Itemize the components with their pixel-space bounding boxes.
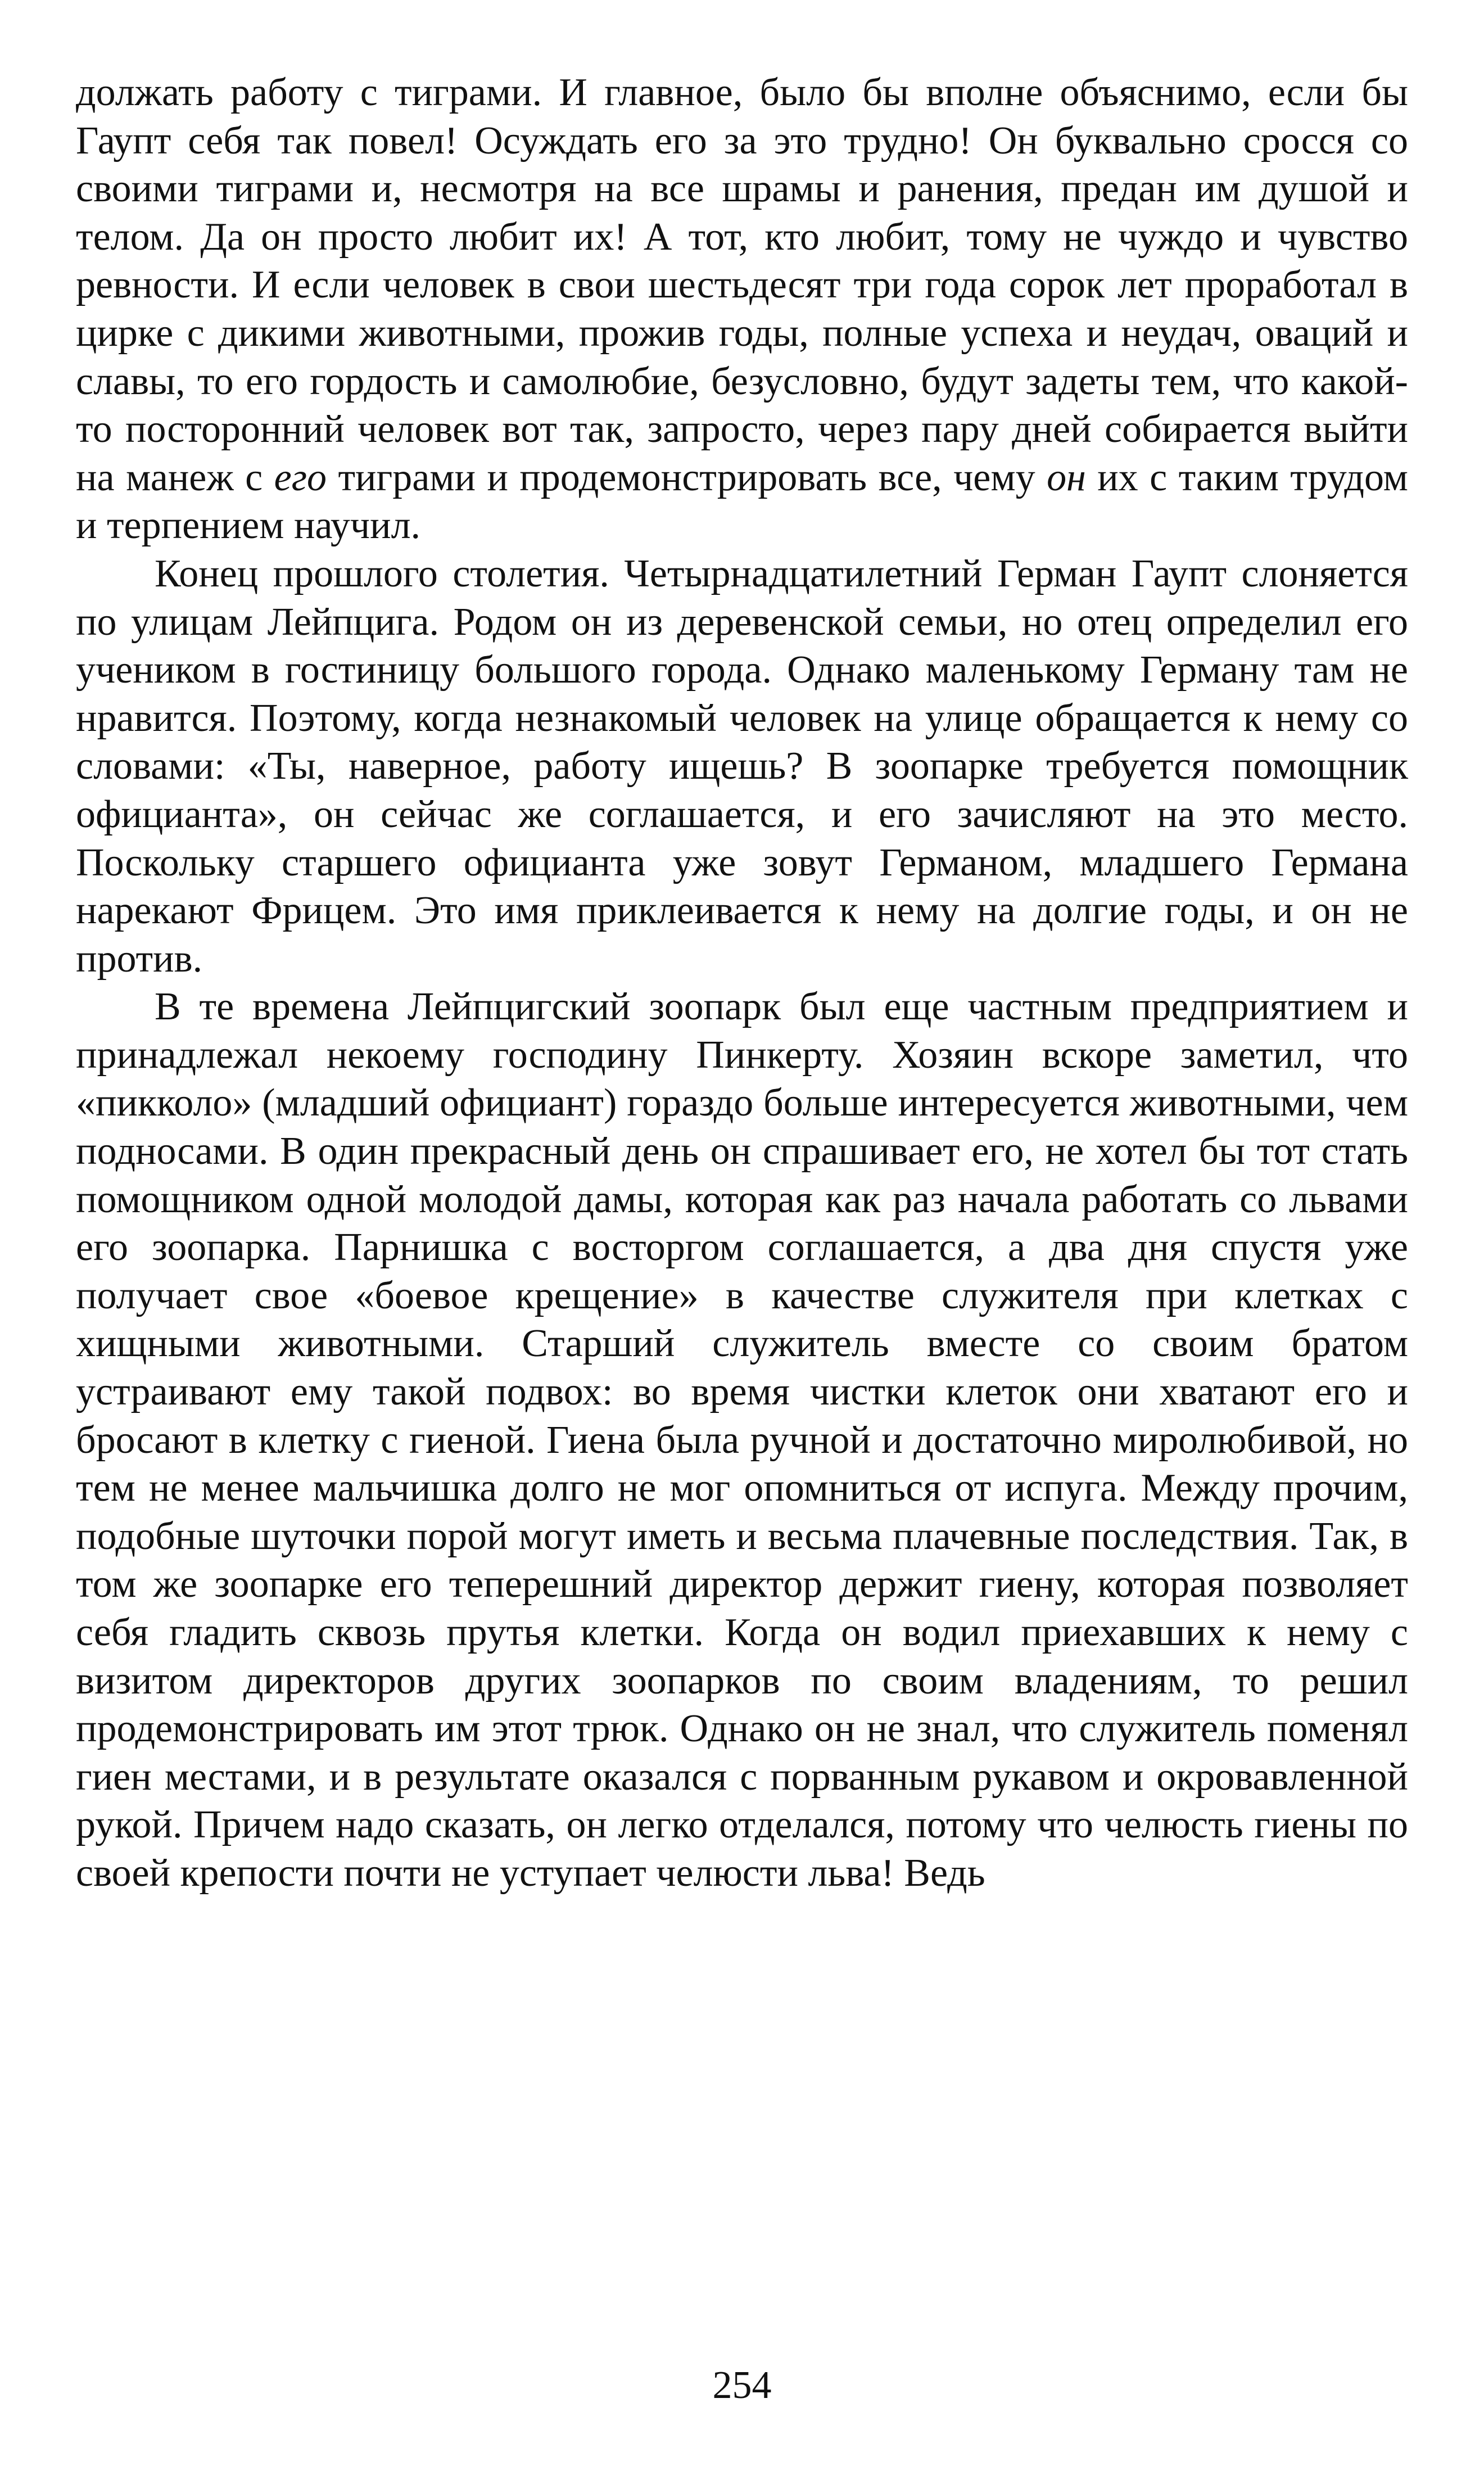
- paragraph-1: [76, 69, 1408, 550]
- paragraph-1-text-2: тиграми и продемонстрировать все, чему: [327, 455, 1047, 499]
- page-number: 254: [712, 2364, 772, 2407]
- paragraph-3: [76, 983, 1408, 1897]
- paragraph-2: [76, 550, 1408, 983]
- paragraph-1-emphasis-on: он: [1047, 455, 1086, 499]
- page-body: [76, 69, 1408, 1898]
- paragraph-3-text: В те времена Лейпцигский зоопарк был еще частным предприятием и принадлежал некоему господину Пинкерту. Хозяин вскоре заметил, что «пикколо» (младший официант) гораздо больше интересуется животными, чем подносами. В один прекрасный день он спрашивает его, не хотел бы тот стать помощником одной молодой дамы, которая как раз начала работать со львами его зоопарка. Парнишка с восторгом соглашается, а два дня спустя уже получает свое «боевое крещение» в качестве служителя при клетках с хищными животными. Старший служитель вместе со своим братом устраивают ему такой подвох: во время чистки клеток они хватают его и бросают в клетку с гиеной. Гиена была ручной и достаточно миролюбивой, но тем не менее мальчишка долго не мог опомниться от испуга. Между прочим, подобные шуточки порой могут иметь и весьма плачевные последствия. Так, в том же зоопарке его теперешний директор держит гиену, которая позволяет себя гладить сквозь прутья клетки. Когда он водил приехавших к нему с визитом директоров других зоопарков по своим владениям, то решил продемонстрировать им этот трюк. Однако он не знал, что служитель поменял гиен местами, и в результате оказался с порванным рукавом и окровавленной рукой. Причем надо сказать, он легко отделался, потому что челюсть гиены по своей крепости почти не уступает челюсти льва! Ведь: [76, 985, 1408, 1895]
- paragraph-1-text-1: должать работу с тиграми. И главное, было бы вполне объяснимо, если бы Гаупт себя так повел! Осуждать его за это трудно! Он буквально сросся со своими тиграми и, несмотря на все шрамы и ранения, предан им душой и телом. Да он просто любит их! А тот, кто любит, тому не чуждо и чувство ревности. И если человек в свои шестьдесят три года сорок лет проработал в цирке с дикими животными, прожив годы, полные успеха и неудач, оваций и славы, то его гордость и самолюбие, безусловно, будут задеты тем, что какой-то посторонний человек вот так, запросто, через пару дней собирается выйти на манеж с: [76, 71, 1408, 499]
- paragraph-2-text: Конец прошлого столетия. Четырнадцатилетний Герман Гаупт слоняется по улицам Лейпцига. Родом он из деревенской семьи, но отец определил его учеником в гостиницу большого города. Однако маленькому Герману там не нравится. Поэтому, когда незнакомый человек на улице обращается к нему со словами: «Ты, наверное, работу ищешь? В зоопарке требуется помощник официанта», он сейчас же соглашается, и его зачисляют на это место. Поскольку старшего официанта уже зовут Германом, младшего Германа нарекают Фрицем. Это имя приклеивается к нему на долгие годы, и он не против.: [76, 552, 1408, 981]
- paragraph-1-text-3: их с таким трудом и терпением научил.: [76, 455, 1408, 548]
- paragraph-1-emphasis-ego: его: [274, 455, 327, 499]
